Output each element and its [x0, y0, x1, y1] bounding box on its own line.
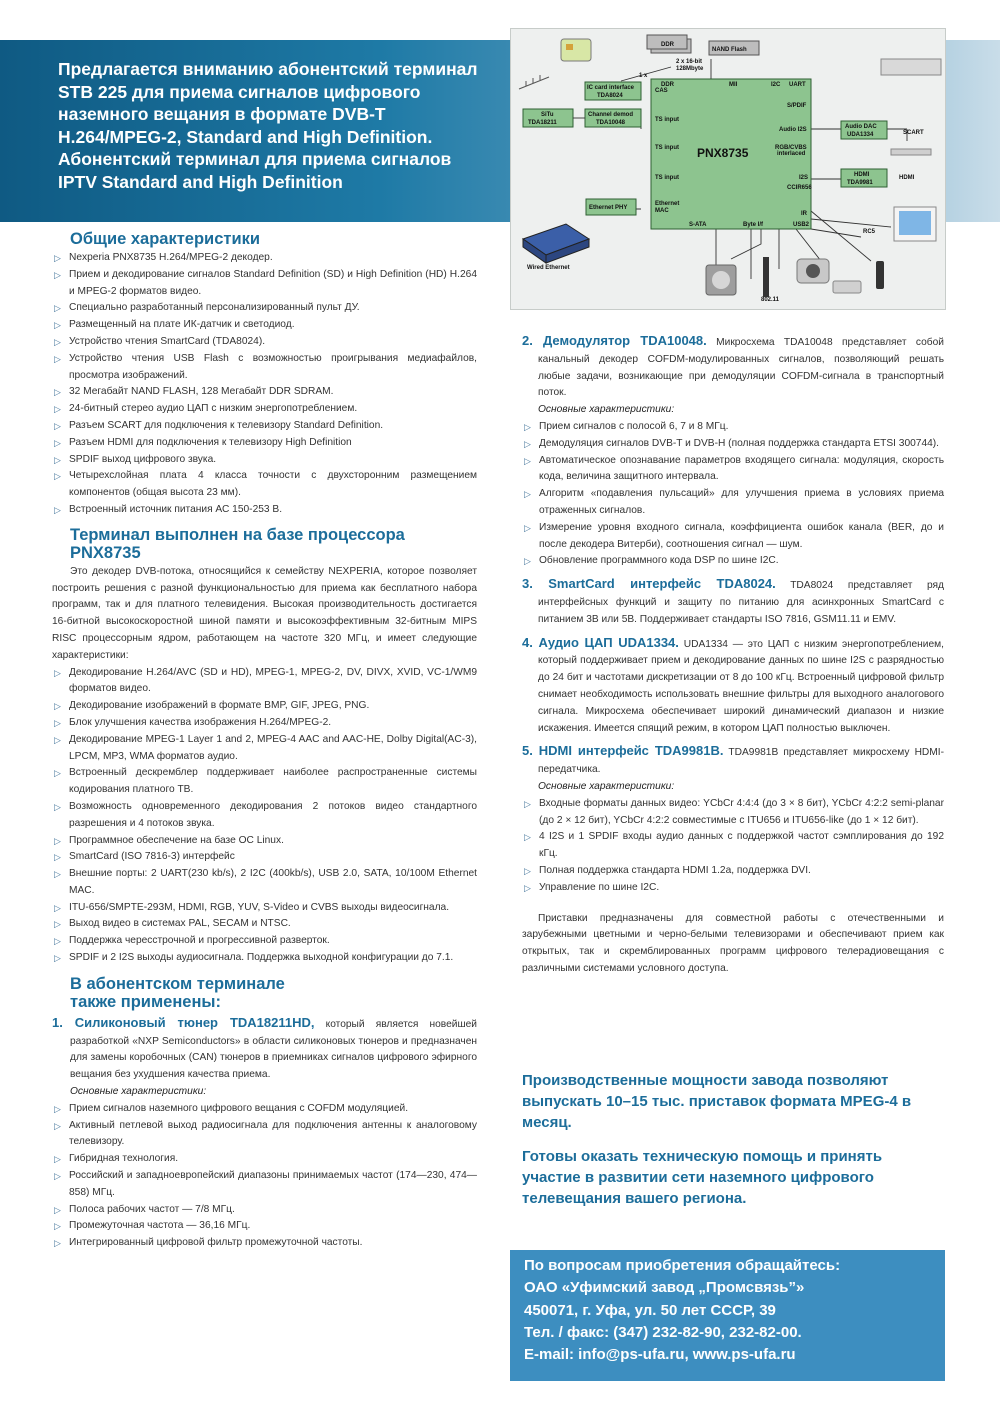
list-item-text: Полная поддержка стандарта HDMI 1.2a, поддержка DVI.: [539, 864, 811, 876]
list-item-text: Разъем SCART для подключения к телевизору Standard Definition.: [69, 419, 384, 431]
bullet-arrow-icon: ▷: [54, 504, 61, 515]
bus-note-2: 128Mbyte: [676, 66, 704, 72]
bullet-arrow-icon: ▷: [524, 865, 531, 876]
list-item-text: Nexperia PNX8735 H.264/MPEG-2 декодер.: [69, 252, 273, 263]
port-ts2: TS input: [655, 145, 679, 151]
list-item: [52, 665, 477, 699]
bullet-arrow-icon: ▷: [54, 269, 61, 280]
promo-support: Готовы оказать техническую помощь и принять участие в развитии сети наземного цифрового телевещания вашего региона.: [522, 1148, 883, 1207]
heading-also: [70, 975, 477, 1011]
list-item-text: Встроенный дескремблер поддерживает наиболее распространенные системы кодирования платного ТВ.: [69, 767, 477, 796]
list-item: [52, 1218, 477, 1235]
list-item: [52, 468, 477, 502]
bullet-arrow-icon: ▷: [54, 320, 61, 331]
list-item: [522, 453, 944, 487]
bullet-arrow-icon: ▷: [54, 835, 61, 846]
block-diagram: [510, 28, 946, 310]
list-item-text: Входные форматы данных видео: YCbCr 4:4:4 (до 3 × 8 бит), YCbCr 4:2:2 semi-planar (до 2 × 12 бит), YCbCr 4:2:2 совместимые с ITU656 и ITU656-like (до 1 × 12 бит).: [539, 797, 944, 826]
list-item: [52, 250, 477, 267]
list-item: [52, 1118, 477, 1152]
list-item: [52, 732, 477, 766]
closing-paragraph: Приставки предназначены для совместной работы с отечественными и зарубежными цветными и черно-белыми телевизорами и обеспечивают прием как открытых, так и скремблированных программ цифрового телерадиовещания с различными системами условного доступа.: [522, 912, 944, 974]
list-item: [52, 950, 477, 967]
port-byteif: Byte I/f: [743, 222, 764, 228]
contact-phone: Тел. / факс: (347) 232-82-90, 232-82-00.: [524, 1323, 802, 1341]
list-item: [522, 880, 944, 897]
item1-text: который является новейшей разработкой «NXP Semiconductors» в области силиконовых тюнеров и предназначен для замены коробочных (CAN) тюнеров в приемниках сигналов цифрового эфирного вещания без ухудшения качества приема.: [70, 1018, 477, 1081]
item5: [522, 743, 944, 779]
list-item: [52, 1235, 477, 1252]
item1-list: [52, 1101, 477, 1252]
list-item-text: Декодирование H.264/AVC (SD и HD), MPEG-1, MPEG-2, DV, DIVX, XVID, VC-1/WM9 форматов видео.: [69, 666, 477, 695]
list-item-text: 32 Мегабайт NAND FLASH, 128 Мегабайт DDR SDRAM.: [69, 386, 334, 398]
list-item-text: Обновление программного кода DSP по шине I2C.: [539, 555, 779, 567]
port-i2c: I2C: [771, 82, 781, 88]
promo-capacity: Производственные мощности завода позволяют выпускать 10–15 тыс. приставок формата MPEG-4 в месяц.: [522, 1072, 912, 1131]
port-cas: CAS: [655, 88, 668, 94]
contact-email[interactable]: E-mail: info@ps-ufa.ru, www.ps-ufa.ru: [524, 1346, 796, 1364]
nand-label: NAND Flash: [712, 47, 747, 53]
list-item-text: Активный петлевой выход радиосигнала для подключения антенны к аналоговому телевизору.: [69, 1119, 477, 1148]
dac-label: Audio DAC: [845, 124, 877, 130]
list-item-text: Интегрированный цифровой фильтр промежуточной частоты.: [69, 1237, 363, 1249]
list-item-text: Автоматическое опознавание параметров входящего сигнала: модуляция, скорость кода, величина защитного интервала.: [539, 454, 944, 483]
list-item: [52, 900, 477, 917]
antenna-icon: [519, 75, 549, 89]
list-item: [52, 933, 477, 950]
list-item-text: Промежуточная частота — 36,16 МГц.: [69, 1220, 251, 1232]
bullet-arrow-icon: ▷: [524, 438, 531, 449]
heading-also-line1: В абонентском терминале: [70, 974, 285, 993]
bullet-arrow-icon: ▷: [54, 1238, 61, 1249]
bullet-arrow-icon: ▷: [524, 489, 531, 500]
item5-list: [522, 796, 944, 897]
usb-stick-icon: [763, 257, 769, 297]
bullet-arrow-icon: ▷: [54, 701, 61, 712]
one-x-label: 1 x: [639, 73, 648, 79]
list-item-text: Гибридная технология.: [69, 1153, 179, 1165]
list-item-text: Прием сигналов наземного цифрового вещания с COFDM модуляцией.: [69, 1102, 409, 1114]
item3-text: TDA8024 представляет ряд интерфейсных функций и защиту по питанию для асинхронных SmartCard с питанием 3В или 5В. Поддерживает стандарты ISO 7816, GSM11.11 и EMV.: [538, 580, 944, 625]
bullet-arrow-icon: ▷: [54, 471, 61, 482]
ddr-label: DDR: [661, 42, 674, 48]
smartcard-icon: [561, 39, 591, 61]
contact-company: ОАО «Уфимский завод „Промсвязь”»: [524, 1279, 805, 1297]
list-item-text: SPDIF и 2 I2S выходы аудиосигнала. Поддержка выходной конфигурации до 7.1.: [69, 952, 454, 964]
heading-cpu-line1: Терминал выполнен на базе процессора: [70, 525, 405, 544]
bullet-arrow-icon: ▷: [54, 1103, 61, 1114]
list-item-text: Встроенный источник питания АС 150-253 В.: [69, 503, 283, 515]
heading-cpu: [70, 526, 477, 562]
general-list: [52, 250, 477, 519]
list-item: [52, 334, 477, 351]
bullet-arrow-icon: ▷: [54, 734, 61, 745]
item5-text: TDA9981B представляет микросхему HDMI-передатчика.: [538, 747, 944, 776]
icard-label-2: TDA8024: [597, 93, 623, 99]
list-item-text: Управление по шине I2C.: [539, 881, 660, 893]
wifi-label: 802.11: [761, 297, 780, 303]
hdmi-logo: HDMI: [899, 175, 915, 181]
list-item: [522, 520, 944, 554]
list-item: [52, 1151, 477, 1168]
list-item: [52, 300, 477, 317]
bullet-arrow-icon: ▷: [524, 798, 531, 809]
heading-cpu-line2: PNX8735: [70, 543, 141, 562]
list-item: [52, 916, 477, 933]
bullet-arrow-icon: ▷: [54, 1120, 61, 1131]
port-spdif: S/PDIF: [787, 103, 807, 109]
list-item-text: Возможность одновременного декодирования 2 потоков видео стандартного разрешения и 4 потоков звука.: [69, 800, 477, 829]
list-item-text: Программное обеспечение на базе ОС Linux.: [69, 834, 284, 846]
item4-heading: 4. Аудио ЦАП UDA1334.: [522, 634, 679, 650]
bullet-arrow-icon: ▷: [54, 852, 61, 863]
hdmi-chip-label-2: TDA9981: [847, 180, 873, 186]
item1-subheading: Основные характеристики:: [70, 1086, 207, 1098]
list-item: [522, 863, 944, 880]
page-title: Предлагается вниманию абонентский терминал STB 225 для приема сигналов цифрового наземного вещания в формате DVB-T H.264/MPEG-2, Standard and High Definition. Абонентский терминал для приема сигналов IPTV Standard and High Definition: [58, 59, 478, 192]
cpu-features-list: [52, 665, 477, 967]
list-item-text: Демодуляция сигналов DVB-T и DVB-H (полная поддержка стандарта ETSI 300744).: [539, 437, 940, 449]
port-ts1: TS input: [655, 117, 679, 123]
ethphy-label: Ethernet PHY: [589, 205, 628, 211]
wired-ethernet-label: Wired Ethernet: [527, 265, 570, 271]
bullet-arrow-icon: ▷: [54, 303, 61, 314]
list-item: [52, 799, 477, 833]
bullet-arrow-icon: ▷: [54, 717, 61, 728]
list-item: [522, 796, 944, 830]
icard-label: IC card interface: [587, 85, 635, 91]
bullet-arrow-icon: ▷: [54, 336, 61, 347]
bullet-arrow-icon: ▷: [524, 455, 531, 466]
bullet-arrow-icon: ▷: [54, 902, 61, 913]
list-item: [52, 435, 477, 452]
item5-heading: 5. HDMI интерфейс TDA9981B.: [522, 743, 724, 759]
item2-text: Микросхема TDA10048 представляет собой канальный декодер COFDM-модулированных сигналов, позволяющий решать любые задачи, возникающие при демодуляции COFDM-сигнала в транспортный поток.: [538, 337, 944, 399]
dvd-player-icon: [881, 59, 941, 75]
port-ccir: CCIR656: [787, 185, 812, 191]
list-item-text: Российский и западноевропейский диапазоны принимаемых частот (174—230, 474—858) МГц.: [69, 1170, 477, 1198]
hdmi-cable-icon: [891, 149, 931, 155]
list-item: [52, 715, 477, 732]
bullet-arrow-icon: ▷: [524, 556, 531, 567]
list-item-text: Декодирование MPEG-1 Layer 1 and 2, MPEG-4 AAC and AAC-HE, Dolby Digital(AC-3), LPCM, MP3, WMA форматов аудио.: [69, 733, 477, 762]
list-item: [52, 452, 477, 469]
situ-label: SiTu: [541, 112, 554, 118]
item1-heading: 1. Силиконовый тюнер TDA18211HD,: [52, 1014, 315, 1030]
bullet-arrow-icon: ▷: [524, 522, 531, 533]
bullet-arrow-icon: ▷: [54, 1221, 61, 1232]
bullet-arrow-icon: ▷: [524, 882, 531, 893]
bullet-arrow-icon: ▷: [54, 768, 61, 779]
scart-label: SCART: [903, 130, 924, 136]
item2-list: [522, 419, 944, 570]
list-item: [522, 486, 944, 520]
contact-block: [510, 1250, 945, 1381]
port-usb2: USB2: [793, 222, 810, 228]
port-rgb: RGB/CVBS: [775, 145, 807, 151]
list-item: [52, 866, 477, 900]
contact-line1: По вопросам приобретения обращайтесь:: [524, 1257, 841, 1274]
bullet-arrow-icon: ▷: [54, 1204, 61, 1215]
port-i2s: I2S: [799, 175, 809, 181]
usb-flash-icon: [833, 281, 861, 293]
list-item: [522, 436, 944, 453]
list-item: [52, 351, 477, 385]
list-item: [52, 833, 477, 850]
diagram-svg: [511, 29, 947, 311]
bus-note-1: 2 x 16-bit: [676, 59, 703, 65]
item3: [522, 576, 944, 628]
list-item: [52, 418, 477, 435]
port-mii: MII: [729, 82, 738, 88]
list-item: [52, 1168, 477, 1202]
port-audio-i2s: Audio I2S: [779, 127, 807, 133]
item2: [522, 333, 944, 402]
bullet-arrow-icon: ▷: [54, 801, 61, 812]
list-item-text: Поддержка чересстрочной и прогрессивной разверток.: [69, 935, 330, 947]
list-item: [52, 1202, 477, 1219]
heading-also-line2: также применены:: [70, 992, 222, 1011]
list-item-text: Устройство чтения USB Flash с возможностью проигрывания медиафайлов, просмотра изображений.: [69, 352, 477, 381]
bullet-arrow-icon: ▷: [54, 437, 61, 448]
port-ddr: DDR: [661, 82, 674, 88]
cpu-intro: Это декодер DVB-потока, относящийся к семейству NEXPERIA, которое позволяет построить решения с разной функциональностью для приема как бесплатного набора программ, так и для платного телевидения. Высокая производительность достигается 16-битной высокоскоростной шиной памяти и высокоэффективным 32-битным MIPS RISC процессорным ядром, работающем на частоте 320 МГц, и имеет следующие характеристики:: [52, 565, 477, 661]
bullet-arrow-icon: ▷: [54, 353, 61, 364]
list-item-text: Размещенный на плате ИК-датчик и светодиод.: [69, 319, 295, 331]
item1: [52, 1015, 477, 1084]
bullet-arrow-icon: ▷: [524, 421, 531, 432]
list-item-text: 24-битный стерео аудио ЦАП с низким энергопотреблением.: [69, 403, 358, 415]
bullet-arrow-icon: ▷: [54, 936, 61, 947]
bullet-arrow-icon: ▷: [54, 253, 61, 263]
list-item: [52, 765, 477, 799]
demod-label: Channel demod: [588, 112, 634, 118]
list-item-text: Полоса рабочих частот — 7/8 МГц.: [69, 1203, 235, 1215]
bullet-arrow-icon: ▷: [54, 1154, 61, 1165]
cpu-label: PNX8735: [697, 146, 749, 160]
list-item-text: Устройство чтения SmartCard (TDA8024).: [69, 335, 266, 347]
list-item-text: ITU-656/SMPTE-293M, HDMI, RGB, YUV, S-Video и CVBS выходы видеосигнала.: [69, 901, 450, 913]
item3-heading: 3. SmartCard интерфейс TDA8024.: [522, 576, 776, 592]
port-ir: IR: [801, 211, 807, 217]
dac-label-2: UDA1334: [847, 132, 874, 138]
list-item-text: Выход видео в системах PAL, SECAM и NTSC.: [69, 918, 291, 930]
list-item-text: Внешние порты: 2 UART(230 kb/s), 2 I2C (400kb/s), USB 2.0, SATA, 10/100M Ethernet MAC.: [69, 868, 477, 896]
item4: [522, 635, 944, 738]
list-item-text: Специально разработанный персонализированный пульт ДУ.: [69, 302, 360, 314]
hdmi-chip-label: HDMI: [854, 172, 870, 178]
list-item-text: SmartCard (ISO 7816-3) интерфейс: [69, 851, 235, 863]
bullet-arrow-icon: ▷: [54, 454, 61, 465]
left-column: [52, 230, 477, 1252]
heading-general: Общие характеристики: [70, 230, 260, 248]
list-item: [52, 401, 477, 418]
port-sata: S-ATA: [689, 222, 707, 228]
contact-address: 450071, г. Уфа, ул. 50 лет СССР, 39: [524, 1301, 776, 1319]
port-interlaced: interlaced: [777, 151, 806, 157]
demod-label-2: TDA10048: [596, 120, 626, 126]
list-item: [52, 698, 477, 715]
port-eth-mac-2: MAC: [655, 208, 669, 214]
bullet-arrow-icon: ▷: [54, 869, 61, 880]
list-item: [52, 502, 477, 519]
situ-label-2: TDA18211: [528, 120, 557, 126]
list-item: [522, 553, 944, 570]
bullet-arrow-icon: ▷: [54, 919, 61, 930]
list-item-text: Измерение уровня входного сигнала, коэффициента ошибок канала (BER, до и после декодера Витерби), соотношения сигнал — шум.: [539, 521, 944, 550]
list-item-text: Декодирование изображений в формате BMP, GIF, JPEG, PNG.: [69, 700, 370, 712]
bullet-arrow-icon: ▷: [524, 832, 531, 843]
item2-subheading: Основные характеристики:: [538, 404, 675, 416]
list-item: [522, 419, 944, 436]
port-eth-mac: Ethernet: [655, 201, 680, 207]
port-ts3: TS input: [655, 175, 679, 181]
bullet-arrow-icon: ▷: [54, 1171, 61, 1182]
item4-text: UDA1334 — это ЦАП с низким энергопотреблением, который поддерживает прием и декодирование данных по шине I2S с разрядностью до 24 бит и частотами дискретизации от 8 до 100 кГц. Встроенный цифровой фильтр снимает необходимость использовать внешние фильтры для выходного аналогового сигнала. Микросхема обеспечивает широкий динамический диапазон и низкие искажения. Имеется спящий режим, в котором ЦАП полностью выключен.: [538, 638, 944, 734]
list-item-text: Прием и декодирование сигналов Standard Definition (SD) и High Definition (HD) H.264 и MPEG-2 форматов видео.: [69, 268, 477, 297]
list-item: [52, 384, 477, 401]
remote-icon: [876, 261, 884, 289]
bullet-arrow-icon: ▷: [54, 667, 61, 678]
list-item-text: Прием сигналов с полосой 6, 7 и 8 МГц.: [539, 420, 729, 432]
bullet-arrow-icon: ▷: [54, 420, 61, 431]
list-item: [52, 267, 477, 301]
bullet-arrow-icon: ▷: [54, 953, 61, 964]
list-item-text: Четырехслойная плата 4 класса точности с двухсторонним размещением компонентов (общая высота 23 мм).: [69, 470, 477, 499]
item2-heading: 2. Демодулятор TDA10048.: [522, 333, 707, 348]
item5-subheading: Основные характеристики:: [538, 780, 675, 792]
list-item: [52, 849, 477, 866]
list-item-text: Разъем HDMI для подключения к телевизору High Definition: [69, 436, 352, 448]
rc5-label: RC5: [863, 229, 876, 235]
list-item: [52, 1101, 477, 1118]
list-item: [52, 317, 477, 334]
list-item-text: 4 I2S и 1 SPDIF входы аудио данных с поддержкой частот сэмплирования до 192 кГц.: [539, 831, 944, 860]
list-item-text: SPDIF выход цифрового звука.: [69, 453, 217, 465]
bullet-arrow-icon: ▷: [54, 404, 61, 415]
list-item-text: Алгоритм «подавления пульсаций» для улучшения приема в условиях приема отраженных сигналов.: [539, 488, 944, 516]
list-item: [522, 829, 944, 863]
port-uart: UART: [789, 82, 806, 88]
list-item-text: Блок улучшения качества изображения H.264/MPEG-2.: [69, 716, 332, 728]
right-column: [522, 333, 944, 978]
bullet-arrow-icon: ▷: [54, 387, 61, 398]
